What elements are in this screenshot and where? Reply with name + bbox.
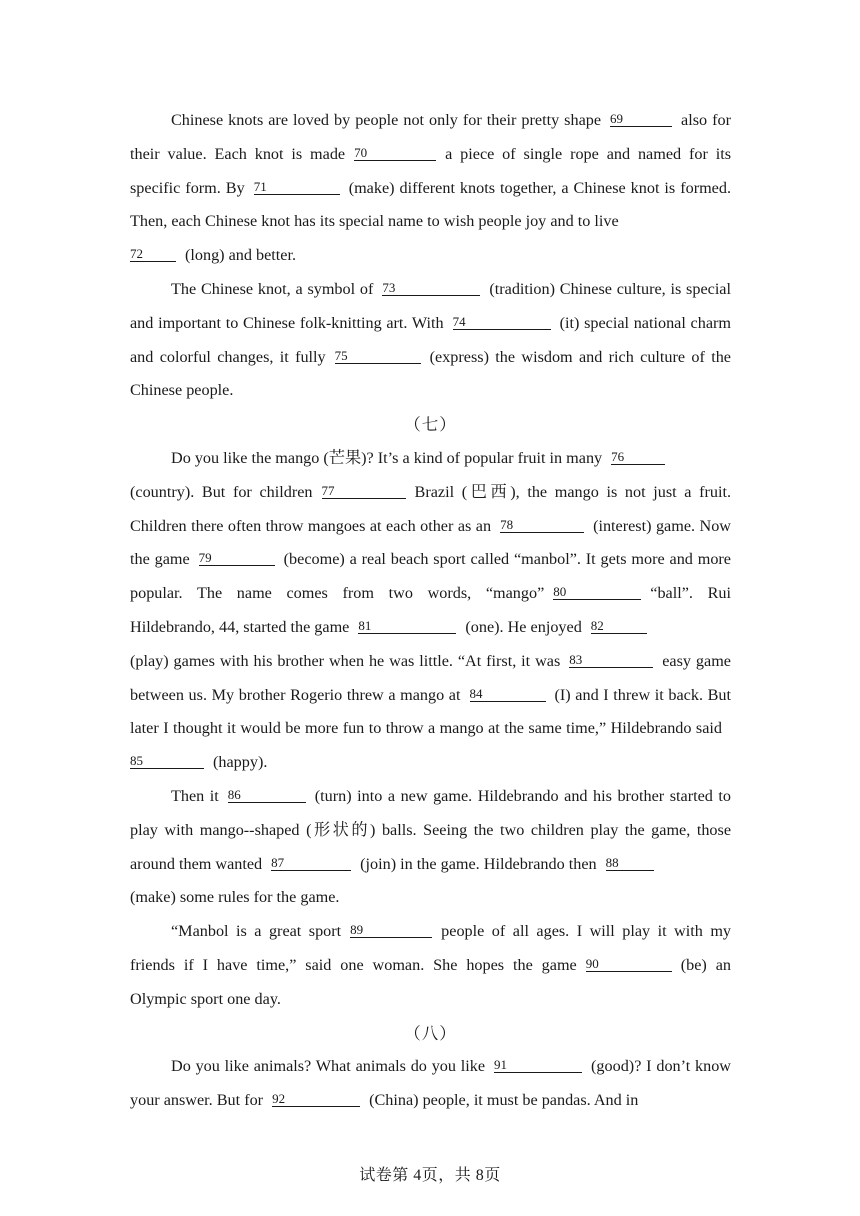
- passage-8-paragraph-1: [130, 1050, 731, 1118]
- blank-69: 69: [610, 111, 672, 127]
- exam-page: [130, 104, 731, 1118]
- text: (make) different knots together, a Chinese knot is formed. Then, each Chinese knot has its special name to wish people joy and to live: [130, 178, 731, 231]
- text: (become) a real beach sport called “manbol”. It gets more and more popular. The name comes from two words, “mango”: [130, 550, 731, 603]
- blank-88: 88: [606, 855, 654, 871]
- text: Chinese knots are loved by people not only for their pretty shape: [171, 111, 602, 129]
- blank-91: 91: [494, 1057, 582, 1073]
- text: (play) games with his brother when he was little. “At first, it was: [130, 651, 561, 670]
- text: (long) and better.: [185, 246, 297, 265]
- text: people of all ages. I will play it with my friends if I have time,” said one woman. She hopes the game: [130, 922, 731, 974]
- text: (one). He enjoyed: [465, 617, 582, 636]
- text: (good)? I don’t know your answer. But for: [130, 1057, 731, 1110]
- text: (it) special national charm and colorful changes, it fully: [130, 313, 731, 366]
- text: (turn) into a new game. Hildebrando and his brother started to play with mango--shaped (形状的) balls. Seeing the two children play the game, those around them wanted: [130, 786, 731, 873]
- blank-81: 81: [358, 618, 456, 634]
- passage-7-paragraph-3: [130, 915, 731, 1016]
- text: a piece of single rope and named for its specific form. By: [130, 144, 732, 197]
- blank-72: 72: [130, 246, 176, 262]
- blank-83: 83: [569, 652, 653, 668]
- blank-89: 89: [350, 922, 432, 938]
- text: also for their value. Each knot is made: [130, 111, 732, 163]
- section-heading-8: （八）: [404, 1023, 457, 1043]
- blank-84: 84: [470, 686, 546, 702]
- blank-78: 78: [500, 517, 584, 533]
- text: (be) an Olympic sport one day.: [130, 955, 731, 1008]
- text: (happy).: [213, 753, 268, 772]
- passage-7-paragraph-1: [130, 442, 731, 780]
- text: “Manbol is a great sport: [171, 922, 342, 941]
- passage-6-paragraph-2: [130, 273, 731, 408]
- text: (interest) game. Now the game: [130, 516, 731, 569]
- text: (make) some rules for the game.: [130, 888, 340, 907]
- text: “ball”. Rui Hildebrando, 44, started the game: [130, 584, 731, 636]
- blank-85: 85: [130, 753, 204, 769]
- text: Do you like animals? What animals do you like: [171, 1057, 486, 1076]
- text: Brazil (巴西), the mango is not just a fruit. Children there often throw mangoes at each other as an: [130, 482, 732, 535]
- blank-90: 90: [586, 956, 672, 972]
- text: (join) in the game. Hildebrando then: [360, 854, 597, 873]
- blank-77: 77: [322, 483, 406, 499]
- passage-7-paragraph-2: [130, 780, 731, 915]
- blank-73: 73: [382, 280, 480, 296]
- text: The Chinese knot, a symbol of: [171, 279, 374, 298]
- text: (tradition) Chinese culture, is special and important to Chinese folk-knitting art. With: [130, 279, 731, 332]
- text: easy game between us. My brother Rogerio threw a mango at: [130, 651, 731, 704]
- text: Then it: [171, 786, 219, 805]
- blank-87: 87: [271, 855, 351, 871]
- blank-76: 76: [611, 449, 665, 465]
- blank-86: 86: [228, 787, 306, 803]
- blank-92: 92: [272, 1091, 360, 1107]
- text: Do you like the mango (芒果)? It’s a kind of popular fruit in many: [171, 448, 603, 467]
- blank-71: 71: [254, 179, 340, 195]
- blank-74: 74: [453, 314, 551, 330]
- blank-80: 80: [553, 584, 641, 600]
- section-heading-7: （七）: [404, 415, 457, 435]
- blank-70: 70: [354, 145, 436, 161]
- text: (express) the wisdom and rich culture of the Chinese people.: [130, 347, 731, 400]
- blank-79: 79: [199, 550, 275, 566]
- blank-82: 82: [591, 618, 647, 634]
- text: (I) and I threw it back. But later I thought it would be more fun to throw a mango at the same time,” Hildebrando said: [130, 685, 731, 738]
- text: (China) people, it must be pandas. And in: [369, 1091, 639, 1110]
- text: (country). But for children: [130, 482, 313, 501]
- blank-75: 75: [335, 348, 421, 364]
- page-footer: 试卷第 4页，共 8页: [359, 1167, 501, 1184]
- passage-6-paragraph-1: [130, 104, 731, 273]
